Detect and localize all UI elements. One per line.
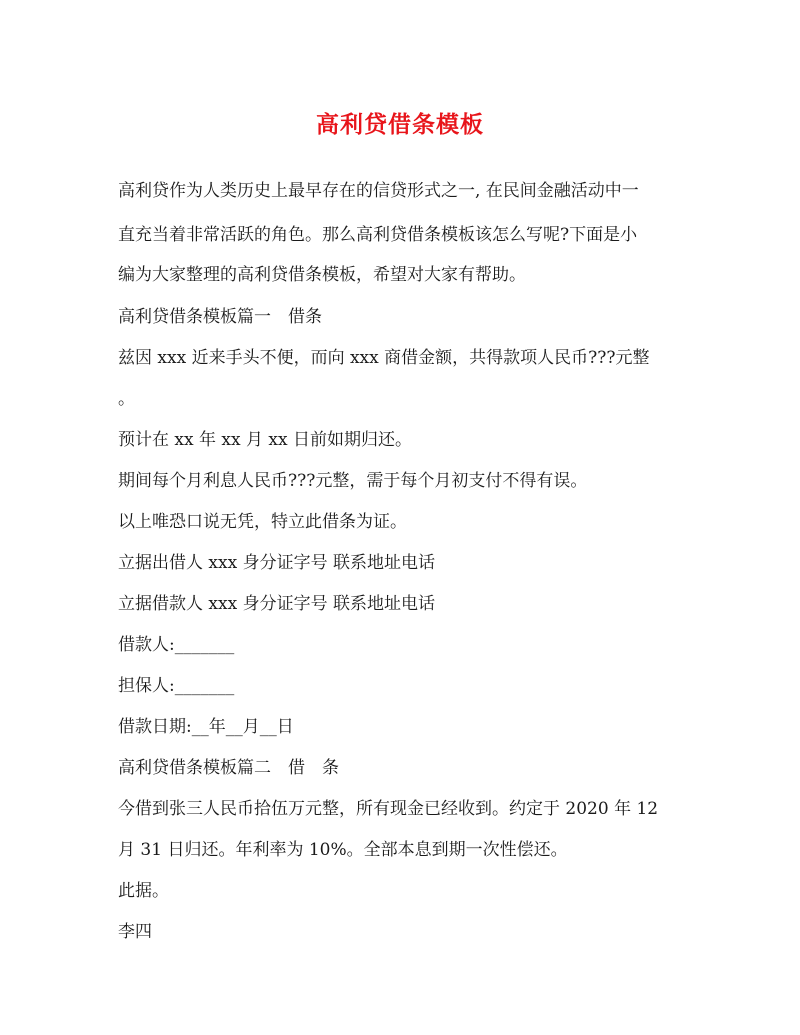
body-line-16: 今借到张三人民币拾伍万元整，所有现金已经收到。约定于 2020 年 12 (118, 799, 659, 819)
body-line-9: 以上唯恐口说无凭，特立此借条为证。 (118, 512, 407, 532)
signer-name: 李四 (118, 922, 152, 942)
body-line-1: 高利贷作为人类历史上最早存在的信贷形式之一, 在民间金融活动中一 (118, 181, 639, 201)
body-line-2: 直充当着非常活跃的角色。那么高利贷借条模板该怎么写呢?下面是小 (118, 225, 638, 245)
body-line-18: 此据。 (118, 881, 169, 901)
section-heading-1: 高利贷借条模板篇一 借条 (118, 307, 322, 327)
body-line-6: 。 (118, 389, 135, 409)
document-title: 高利贷借条模板 (316, 111, 484, 138)
lender-line: 立据出借人 xxx 身分证字号 联系地址电话 (118, 553, 435, 573)
borrower-line: 立据借款人 xxx 身分证字号 联系地址电话 (118, 594, 435, 614)
body-line-5: 兹因 xxx 近来手头不便，而向 xxx 商借金额，共得款项人民币???元整 (118, 348, 650, 368)
body-line-17: 月 31 日归还。年利率为 10%。全部本息到期一次性偿还。 (118, 840, 568, 860)
guarantor-signature-line: 担保人:_______ (118, 676, 235, 696)
section-heading-2: 高利贷借条模板篇二 借 条 (118, 758, 339, 778)
body-line-8: 期间每个月利息人民币???元整，需于每个月初支付不得有误。 (118, 471, 588, 491)
loan-date-line: 借款日期:__年__月__日 (118, 717, 294, 737)
body-line-3: 编为大家整理的高利贷借条模板，希望对大家有帮助。 (118, 265, 526, 285)
borrower-signature-line: 借款人:_______ (118, 635, 235, 655)
body-line-7: 预计在 xx 年 xx 月 xx 日前如期归还。 (118, 430, 412, 450)
